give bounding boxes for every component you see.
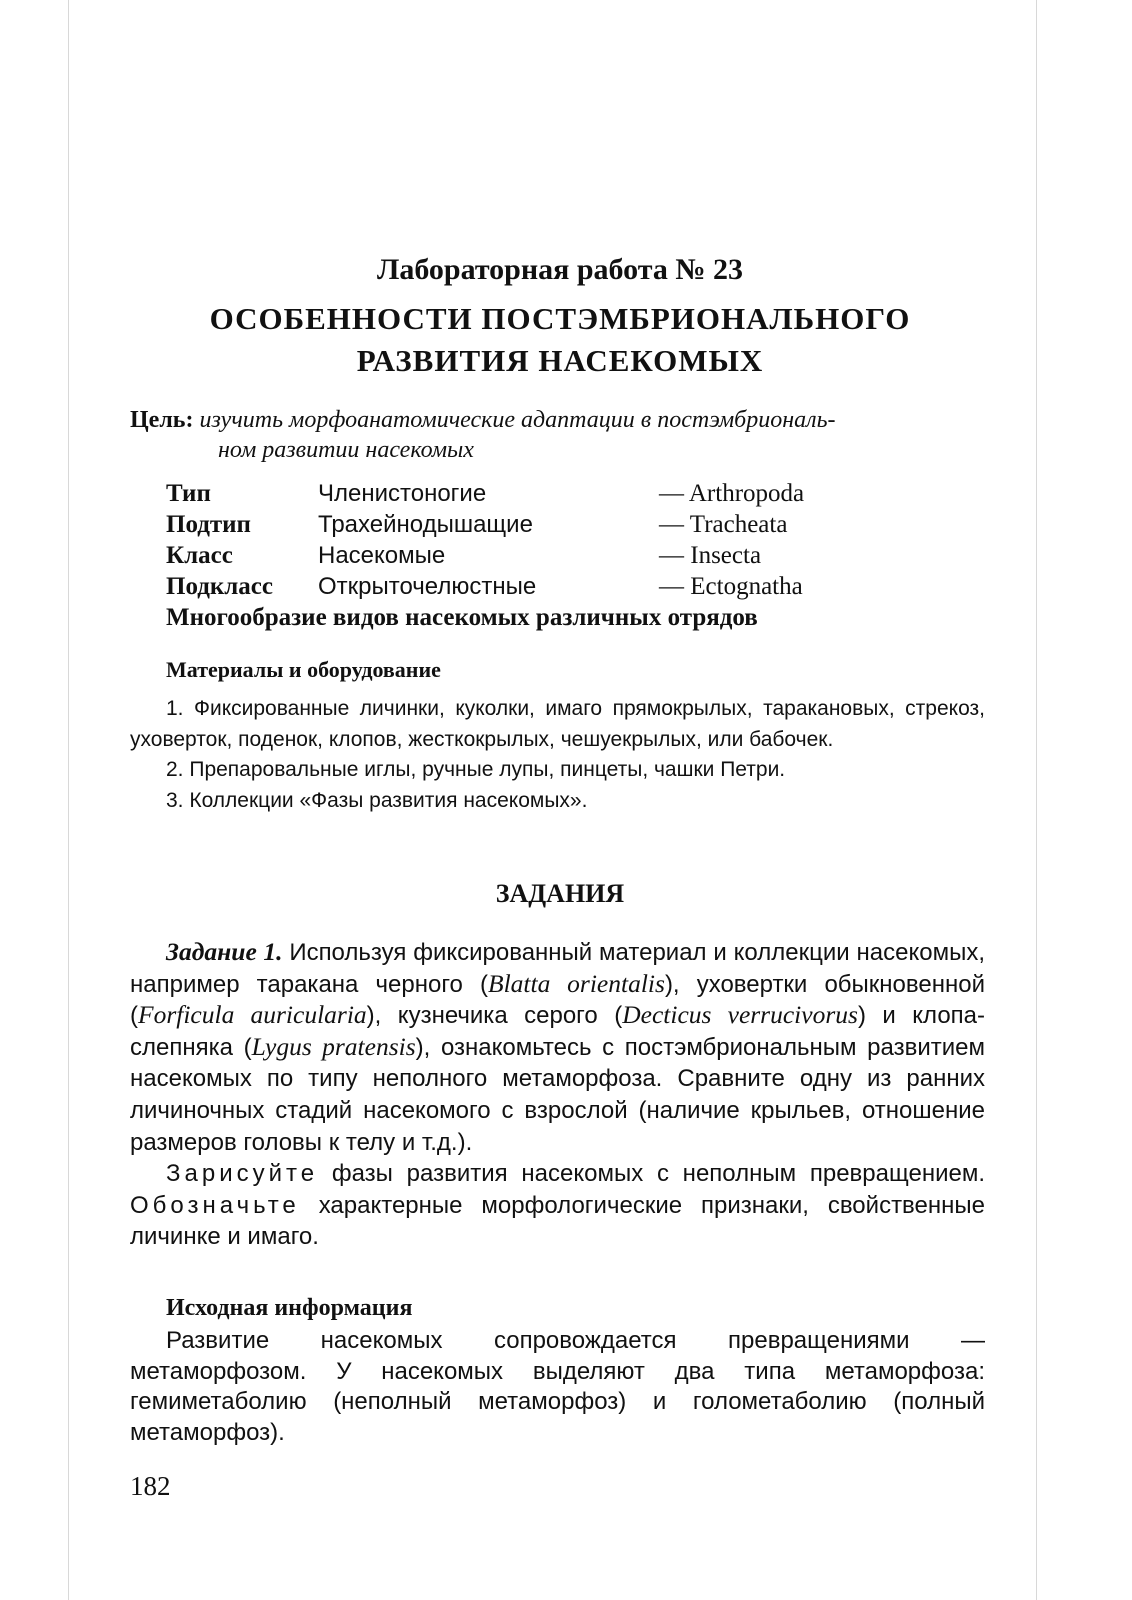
materials-list <box>130 694 985 816</box>
title-line-1: ОСОБЕННОСТИ ПОСТЭМБРИОНАЛЬНОГО <box>209 301 911 336</box>
taxonomy-row <box>166 571 866 602</box>
species-name: Forficula auricularia <box>138 1000 367 1030</box>
species-name: Blatta orientalis <box>488 968 665 998</box>
task-1-text: ), кузнечика серого ( <box>366 1002 623 1030</box>
info-section <box>130 1326 985 1448</box>
lab-number: Лабораторная работа № 23 <box>376 253 744 286</box>
materials-item: 3. Коллекции «Фазы развития насекомых». <box>166 788 588 812</box>
taxonomy-russian-name: Трахейнодышащие <box>318 511 533 538</box>
page-edge-right <box>1036 0 1037 1600</box>
diversity-heading: Многообразие видов насекомых различных отрядов <box>166 604 758 631</box>
info-heading: Исходная информация <box>166 1295 413 1321</box>
materials-item: 1. Фиксированные личинки, куколки, имаго прямокрылых, таракановых, стрекоз, уховерток, поденок, клопов, жесткокрылых, чешуекрылых, или бабочек. <box>130 697 985 751</box>
draw-instruction-word: Зарисуйте <box>166 1160 319 1188</box>
task-1-paragraph <box>130 937 985 1158</box>
taxonomy-rank: Класс <box>166 542 233 569</box>
task-1-text: фазы развития насекомых с неполным превращением. <box>318 1160 985 1188</box>
page-edge-left <box>68 0 69 1600</box>
species-name: Lygus pratensis <box>251 1031 416 1061</box>
title-line-2: РАЗВИТИЯ НАСЕКОМЫХ <box>356 343 764 378</box>
taxonomy-row <box>166 509 866 540</box>
task-1-text: Используя фиксированный материал и коллекции насекомых, например таракана черного ( <box>130 939 985 998</box>
materials-heading: Материалы и оборудование <box>166 657 441 682</box>
goal-label: Цель: <box>130 407 194 433</box>
task-1-section <box>130 937 985 1253</box>
taxonomy-row <box>166 540 866 571</box>
taxonomy-russian-name: Насекомые <box>318 542 446 569</box>
task-1-text: характерные морфологические признаки, свойственные личинке и имаго. <box>130 1191 985 1251</box>
task-1-title: Задание 1. <box>166 937 283 966</box>
document-page <box>130 0 990 1600</box>
taxonomy-rank: Тип <box>166 480 211 507</box>
taxonomy-table <box>166 478 866 602</box>
page-number: 182 <box>130 1471 171 1501</box>
tasks-heading: ЗАДАНИЯ <box>495 879 625 908</box>
taxonomy-row <box>166 478 866 509</box>
task-1-text: ), уховертки обыкновенной ( <box>130 970 985 1030</box>
taxonomy-latin-name: — Tracheata <box>659 511 788 538</box>
page-title <box>130 298 990 382</box>
taxonomy-russian-name: Членистоногие <box>318 480 487 507</box>
taxonomy-rank: Подтип <box>166 511 251 538</box>
task-1-instructions <box>130 1158 985 1253</box>
goal-text-line-2: ном развитии насекомых <box>218 437 474 463</box>
taxonomy-latin-name: — Ectognatha <box>659 573 803 600</box>
materials-item: 2. Препаровальные иглы, ручные лупы, пинцеты, чашки Петри. <box>166 758 786 781</box>
goal-text-line-1: изучить морфоанатомические адаптации в постэмбриональ- <box>199 407 836 433</box>
taxonomy-latin-name: — Arthropoda <box>659 480 805 507</box>
taxonomy-rank: Подкласс <box>166 573 273 600</box>
taxonomy-russian-name: Открыточелюстные <box>318 573 537 600</box>
taxonomy-latin-name: — Insecta <box>659 542 762 569</box>
info-paragraph: Развитие насекомых сопровождается превращениями — метаморфозом. У насекомых выделяют два типа метаморфоза: гемиметаболию (неполный метаморфоз) и голометаболию (полный метаморфоз). <box>130 1327 985 1446</box>
task-1-text: ), ознакомьтесь с постэмбриональным развитием насекомых по типу неполного метаморфоза. Сравните одну из ранних личиночных стадий насекомого с взрослой (наличие крыльев, отношение размеров головы к телу и т.д.). <box>130 1033 985 1156</box>
goal-paragraph <box>130 405 990 465</box>
species-name: Decticus verrucivorus <box>622 1000 858 1030</box>
task-1-text: ) и клопа-слепняка ( <box>130 1002 986 1061</box>
mark-instruction-word: Обозначьте <box>130 1191 300 1219</box>
